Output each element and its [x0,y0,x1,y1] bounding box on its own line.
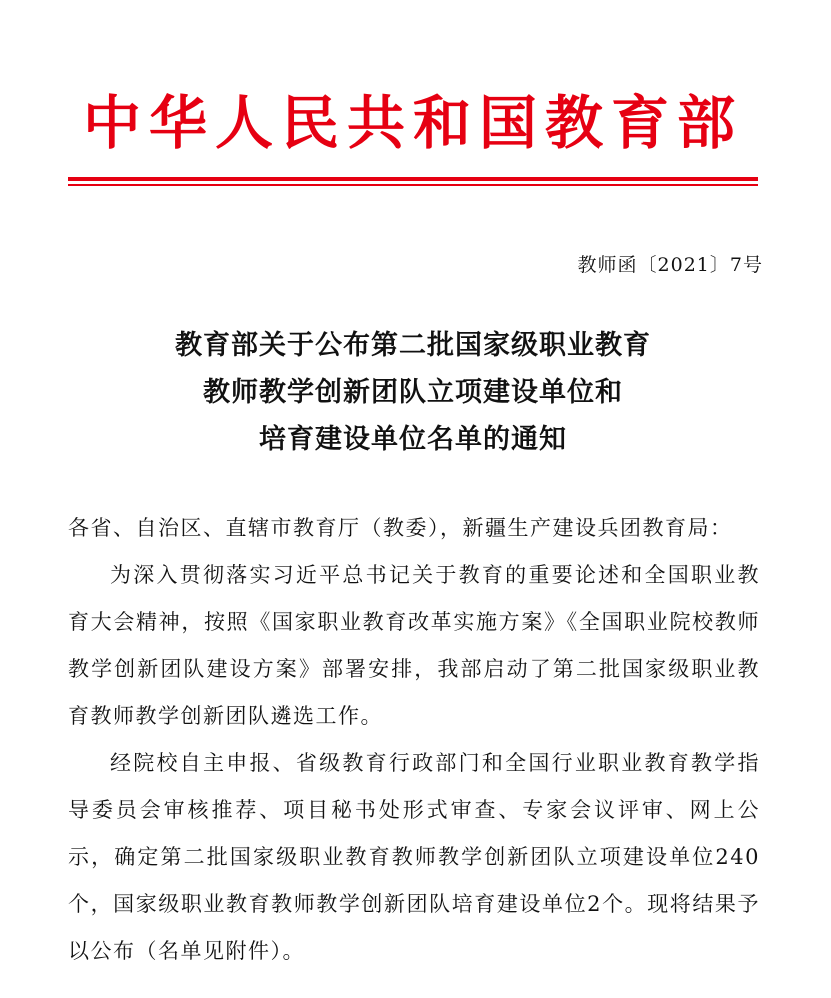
paragraph-1: 为深入贯彻落实习近平总书记关于教育的重要论述和全国职业教育大会精神，按照《国家职业教育改革实施方案》《全国职业院校教师教学创新团队建设方案》部署安排，我部启动了第二批国家级职业教育教师教学创新团队遴选工作。 [68,563,760,728]
document-number: 教师函〔2021〕7号 [577,254,763,276]
masthead-rule-thick [68,177,758,181]
title-line-3: 培育建设单位名单的通知 [259,424,567,455]
document-title [68,322,758,463]
title-line-1: 教育部关于公布第二批国家级职业教育 [175,330,651,361]
document-body [68,505,760,975]
masthead-title: 中华人民共和国教育部 [82,89,743,157]
salutation: 各省、自治区、直辖市教育厅（教委），新疆生产建设兵团教育局： [68,516,733,540]
paragraph-2: 经院校自主申报、省级教育行政部门和全国行业职业教育教学指导委员会审核推荐、项目秘书处形式审查、专家会议评审、网上公示，确定第二批国家级职业教育教师教学创新团队立项建设单位240个，国家级职业教育教师教学创新团队培育建设单位2个。现将结果予以公布（名单见附件）。 [68,751,760,963]
title-line-2: 教师教学创新团队立项建设单位和 [203,377,623,408]
masthead-rule-thin [68,184,758,186]
